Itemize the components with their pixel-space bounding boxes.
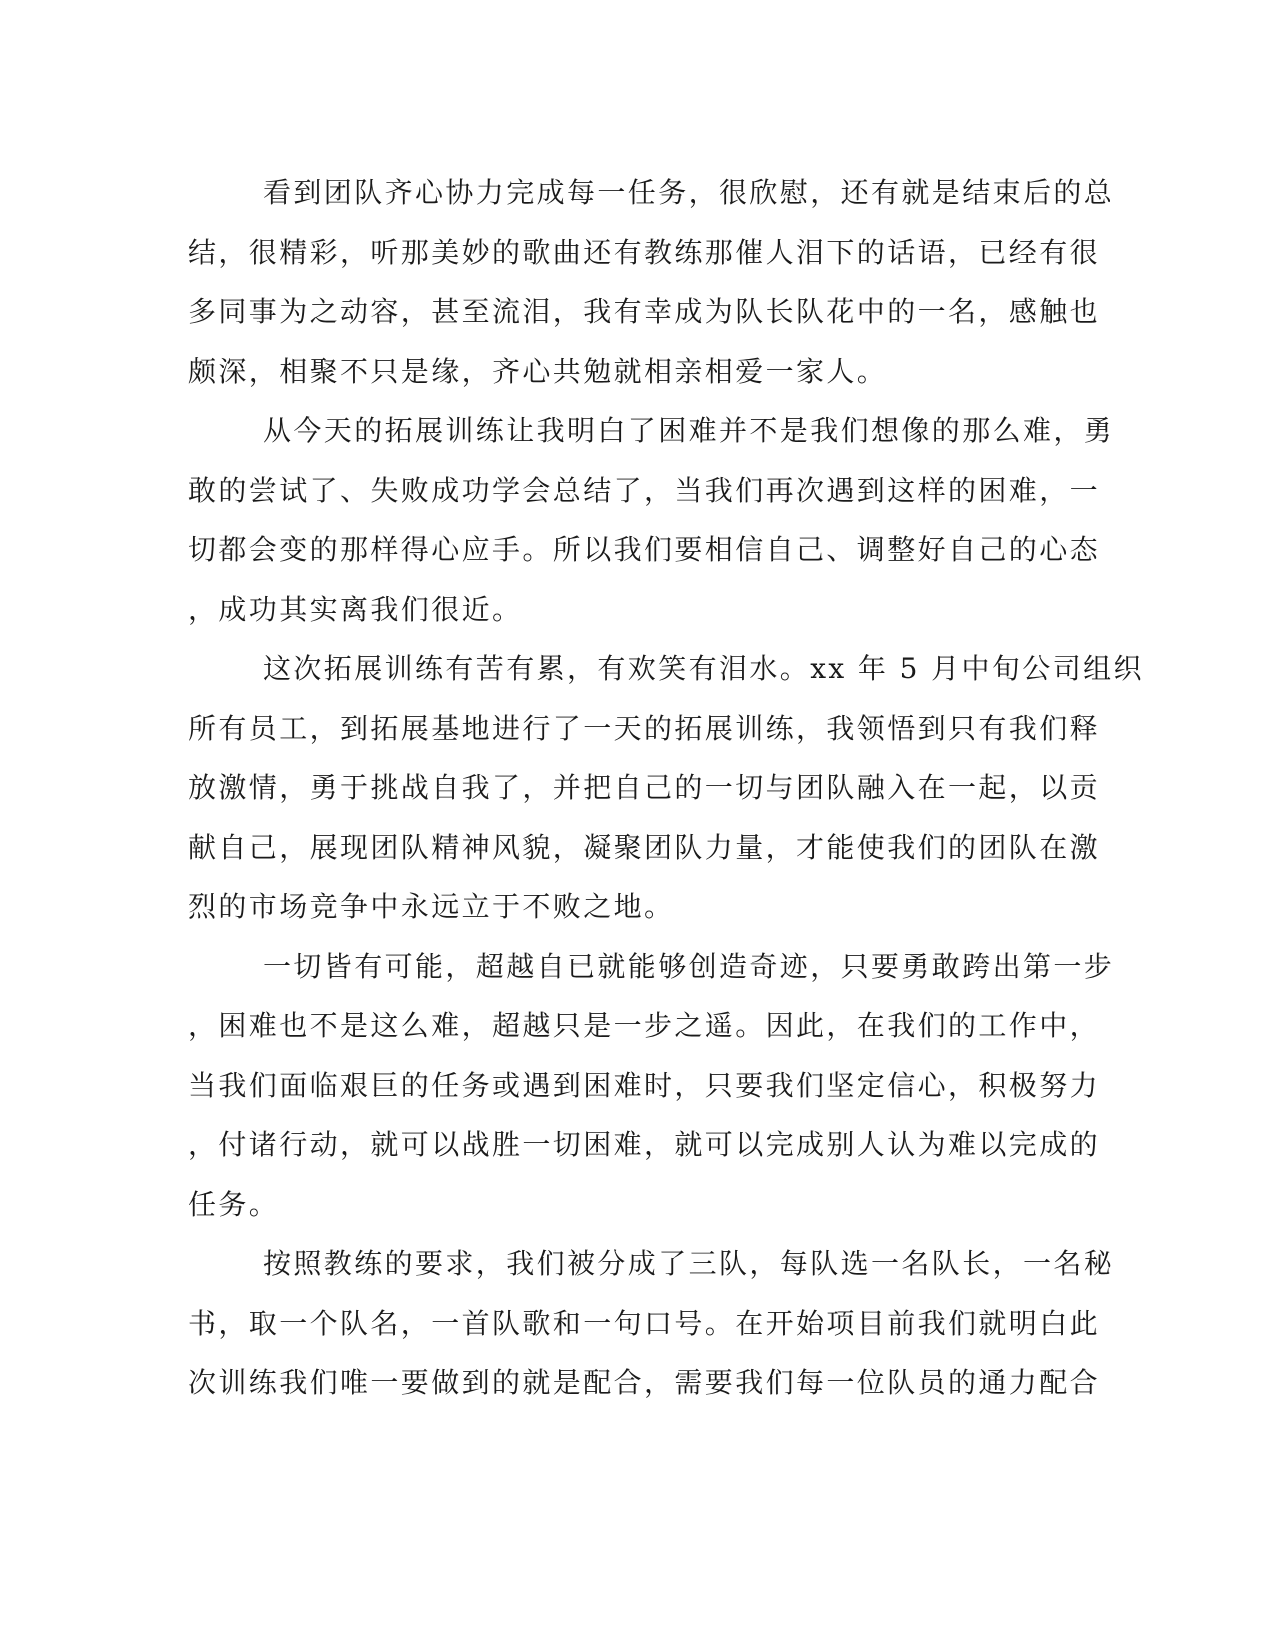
paragraph-5 (188, 1234, 1115, 1413)
text-line: 敢的尝试了、失败成功学会总结了，当我们再次遇到这样的困难，一 (188, 473, 1101, 507)
text-line: 从今天的拓展训练让我明白了困难并不是我们想像的那么难，勇 (263, 414, 1115, 447)
paragraph-2 (188, 401, 1115, 639)
text-line: 当我们面临艰巨的任务或遇到困难时，只要我们坚定信心，积极努力 (188, 1068, 1101, 1102)
text-line: ，付诸行动，就可以战胜一切困难，就可以完成别人认为难以完成的 (188, 1128, 1101, 1161)
text-line: ，成功其实离我们很近。 (188, 592, 523, 626)
text-line: 一切皆有可能，超越自已就能够创造奇迹，只要勇敢跨出第一步 (263, 949, 1115, 983)
text-line: 所有员工，到拓展基地进行了一天的拓展训练，我领悟到只有我们释 (188, 711, 1101, 745)
text-line: 按照教练的要求，我们被分成了三队，每队选一名队长，一名秘 (263, 1247, 1115, 1280)
text-line: 看到团队齐心协力完成每一任务，很欣慰，还有就是结束后的总 (263, 176, 1115, 209)
paragraph-4 (188, 937, 1115, 1235)
text-line: ，困难也不是这么难，超越只是一步之遥。因此，在我们的工作中， (188, 1009, 1101, 1042)
text-line: 放激情，勇于挑战自我了，并把自己的一切与团队融入在一起，以贡 (188, 771, 1101, 804)
text-line: 次训练我们唯一要做到的就是配合，需要我们每一位队员的通力配合 (188, 1366, 1101, 1399)
text-line: 多同事为之动容，甚至流泪，我有幸成为队长队花中的一名，感触也 (188, 295, 1101, 328)
paragraph-3 (188, 639, 1144, 937)
text-line: 任务。 (188, 1187, 280, 1221)
text-line: 献自己，展现团队精神风貌，凝聚团队力量，才能使我们的团队在激 (188, 830, 1101, 864)
text-line: 结，很精彩，听那美妙的歌曲还有教练那催人泪下的话语，已经有很 (188, 235, 1101, 269)
text-line: 书，取一个队名，一首队歌和一句口号。在开始项目前我们就明白此 (188, 1306, 1101, 1340)
paragraph-1 (188, 163, 1115, 401)
text-line: 颇深，相聚不只是缘，齐心共勉就相亲相爱一家人。 (188, 354, 888, 388)
text-line: 切都会变的那样得心应手。所以我们要相信自己、调整好自己的心态 (188, 533, 1101, 566)
document-body (188, 163, 1144, 1413)
text-line: 这次拓展训练有苦有累，有欢笑有泪水。xx 年 5 月中旬公司组织 (263, 652, 1144, 685)
text-line: 烈的市场竞争中永远立于不败之地。 (188, 890, 675, 923)
